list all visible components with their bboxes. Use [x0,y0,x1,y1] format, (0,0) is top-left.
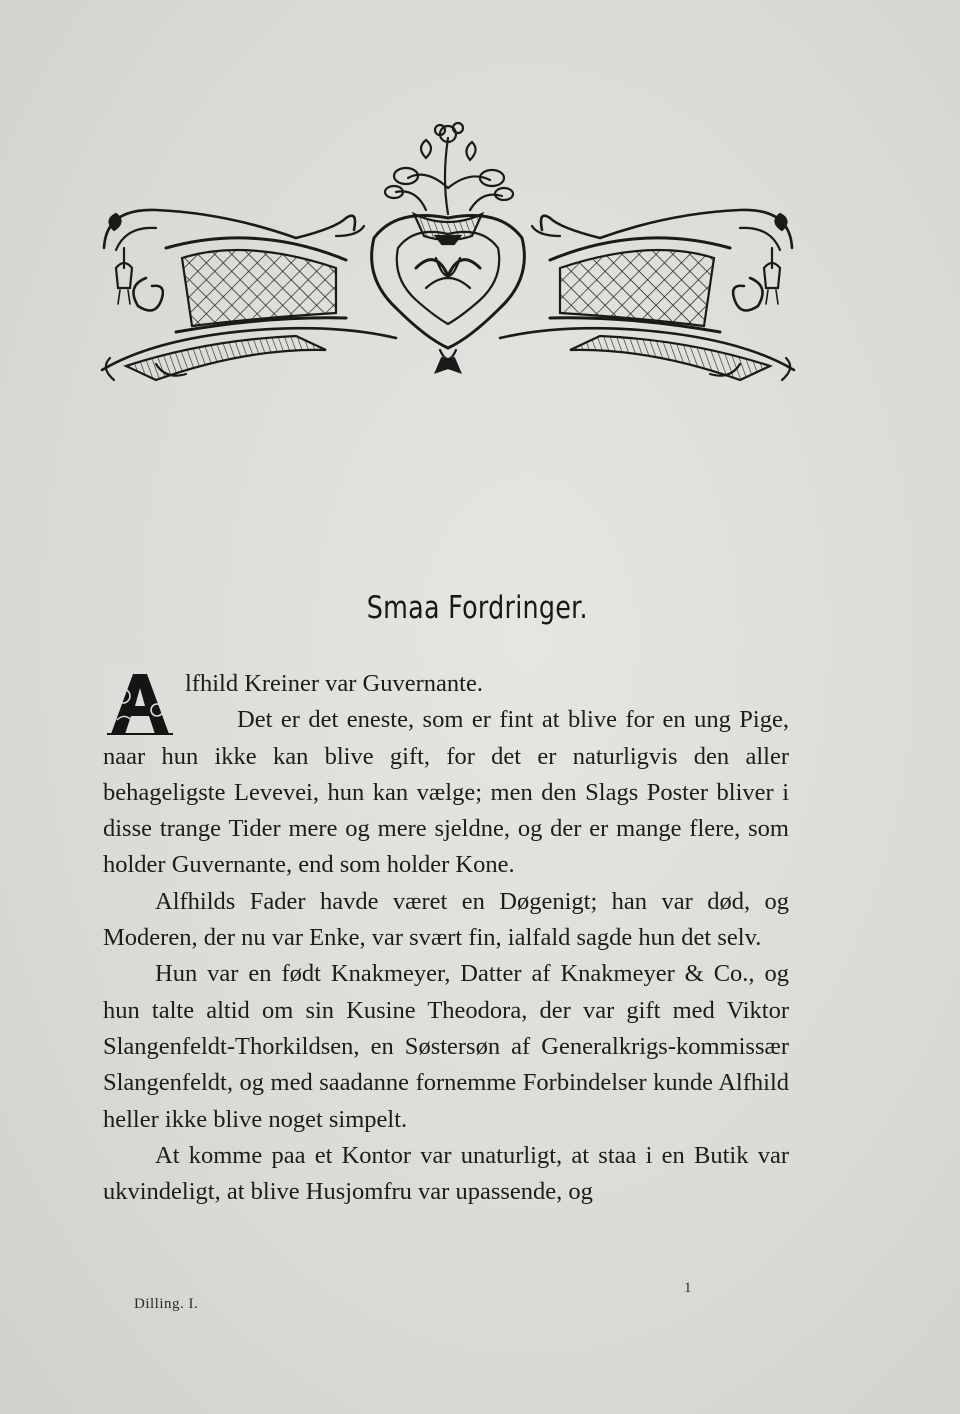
paragraph-1: Det er det eneste, som er fint at blive for en ung Pige, naar hun ikke kan blive gift, for det er naturligvis den aller behageligste Levevei, hun kan vælge; men den Slags Poster bliver i disse trange Tider mere og mere sjeldne, og der er mange flere, som holder Guvernante, end som holder Kone. [103,706,789,879]
first-line: lfhild Kreiner var Guvernante. [185,670,483,697]
body-text [103,666,789,1210]
paragraph-3: Hun var en født Knakmeyer, Datter af Knakmeyer & Co., og hun talte altid om sin Kusine Theodora, der var gift med Viktor Slangenfeldt-Thorkildsen, en Søstersøn af Generalkrigs-kommissær Slangenfeldt, og med saadanne fornemme Forbindelser kunde Alfhild heller ikke blive noget simpelt. [103,960,789,1133]
chapter-title: Smaa Fordringer. [366,590,588,626]
first-paragraph [103,666,789,702]
floral-ornament-icon [96,118,800,398]
decorated-initial-icon [103,670,177,736]
page-number: 1 [684,1280,692,1296]
paragraph-2: Alfhilds Fader havde været en Døgenigt; han var død, og Moderen, der nu var Enke, var svært fin, ialfald sagde hun det selv. [103,887,789,952]
paragraph-4: At komme paa et Kontor var unaturligt, at staa i en Butik var ukvindeligt, at blive Husjomfru var upassende, og [103,1141,789,1206]
printer-signature: Dilling. I. [134,1296,199,1312]
